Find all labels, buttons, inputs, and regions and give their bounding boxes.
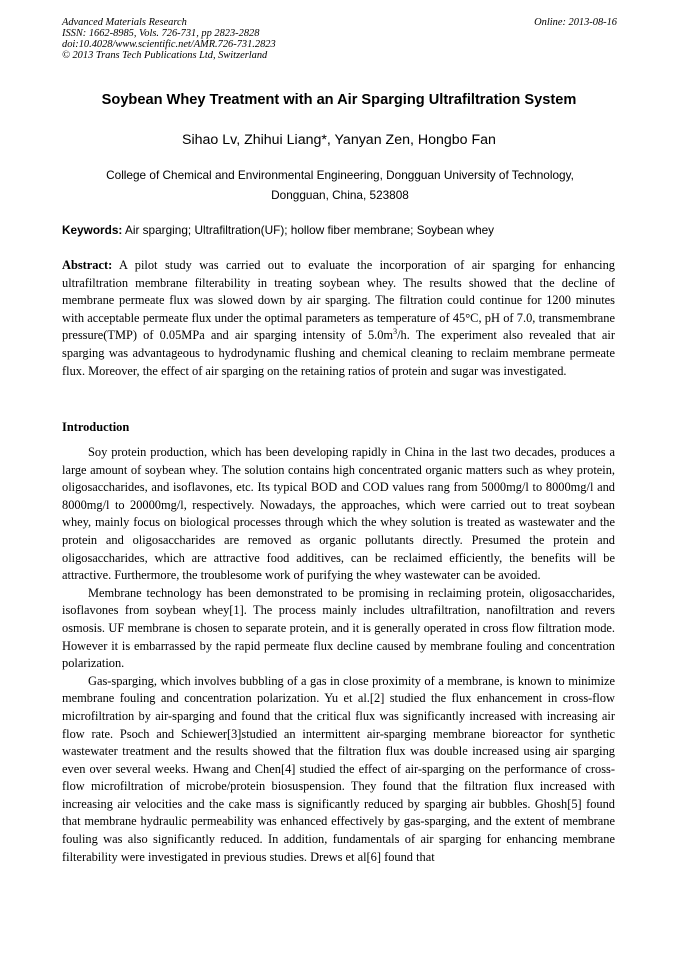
- keywords-text: Air sparging; Ultrafiltration(UF); hollow fiber membrane; Soybean whey: [124, 223, 495, 237]
- affiliation: [80, 165, 600, 205]
- keywords: [62, 223, 622, 237]
- affiliation-line-2: Dongguan, China, 523808: [271, 188, 409, 202]
- issn-line: ISSN: 1662-8985, Vols. 726-731, pp 2823-2828: [62, 28, 260, 39]
- section-heading-introduction: Introduction: [62, 420, 130, 434]
- abstract: [62, 257, 615, 380]
- abstract-superscript: 3: [393, 327, 398, 337]
- paragraph: Membrane technology has been demonstrated to be promising in reclaiming protein, oligosaccharides, isoflavones from soybean whey[1]. The process mainly includes ultrafiltration, nanofiltration and revers osmosis. UF membrane is chosen to separate protein, and it is generally operated in cross flow filtration mode. However it is embarrassed by the rapid permeate flux decline caused by membrane fouling and concentration polarization.: [62, 585, 615, 671]
- doi-line: doi:10.4028/www.scientific.net/AMR.726-731.2823: [62, 39, 276, 50]
- abstract-label: Abstract:: [62, 258, 113, 272]
- affiliation-line-1: College of Chemical and Environmental Engineering, Dongguan University of Technology,: [106, 168, 574, 182]
- online-date: Online: 2013-08-16: [534, 17, 617, 28]
- abstract-text-continued: /h. The experiment also revealed that air sparging was advantageous to hydrodynamic flushing and chemical cleaning to reclaim membrane permeate flux. Moreover, the effect of air sparging on the retaining ratios of protein and sugar was investigated.: [62, 328, 615, 378]
- paragraph: Soy protein production, which has been developing rapidly in China in the last two decades, produces a large amount of soybean whey. The solution contains high concentrated organic matters such as whey protein, oligosaccharides, and isoflavones, etc. Its typical BOD and COD values rang from 5000mg/l to 8000mg/l and 8000mg/l to 20000mg/l, respectively. Nowadays, the approaches, which were carried out to treat soybean whey, mainly focus on biological processes through which the whey solution is treated as wastewater and the protein and oligosaccharides are removed as organic pollutants directly. Presumed the protein and oligosaccharides, which are attractive food additives, can be reclaimed efficiently, the benefits will be attractive. Furthermore, the troublesome work of purifying the whey wastewater can be avoided.: [62, 445, 615, 583]
- copyright-line: © 2013 Trans Tech Publications Ltd, Switzerland: [62, 50, 268, 61]
- author-list: Sihao Lv, Zhihui Liang*, Yanyan Zen, Hongbo Fan: [182, 132, 496, 148]
- introduction-body: [62, 444, 615, 866]
- paper-title: Soybean Whey Treatment with an Air Sparging Ultrafiltration System: [101, 92, 577, 108]
- journal-name: Advanced Materials Research: [62, 17, 187, 28]
- journal-header: [62, 17, 617, 61]
- keywords-label: Keywords:: [62, 223, 123, 237]
- abstract-text: A pilot study was carried out to evaluate the incorporation of air sparging for enhancing ultrafiltration membrane filterability in treating soybean whey. The results showed that the decline of membrane permeate flux was slowed down by air sparging. The filtration could continue for 1200 minutes with acceptable permeate flux under the optimal parameters as temperature of 45°C, pH of 7.0, transmembrane pressure(TMP) of 0.05MPa and air sparging intensity of 5.0m: [62, 258, 615, 343]
- paragraph: Gas-sparging, which involves bubbling of a gas in close proximity of a membrane, is known to minimize membrane fouling and concentration polarization. Yu et al.[2] studied the flux enhancement in cross-flow microfiltration by air-sparging and found that the critical flux was significantly increased with increasing air flow rate. Psoch and Schiewer[3]studied an intermittent air-sparging membrane bioreactor for synthetic wastewater treatment and the results showed that the filtration flux was double increased using air sparging even over several weeks. Hwang and Chen[4] studied the effect of air-sparging on the performance of cross-flow microfiltration of microbe/protein biosuspension. They found that the filtration flux increased with increasing air velocities and the cake mass is significantly reduced by sparging air bubbles. Ghosh[5] found that membrane hydraulic permeability was enhanced effectively by gas-sparging, and the extent of membrane fouling was also significantly reduced. In addition, fundamentals of air sparging for enhancing membrane filterability were investigated in previous studies. Drews et al[6] found that: [62, 673, 615, 864]
